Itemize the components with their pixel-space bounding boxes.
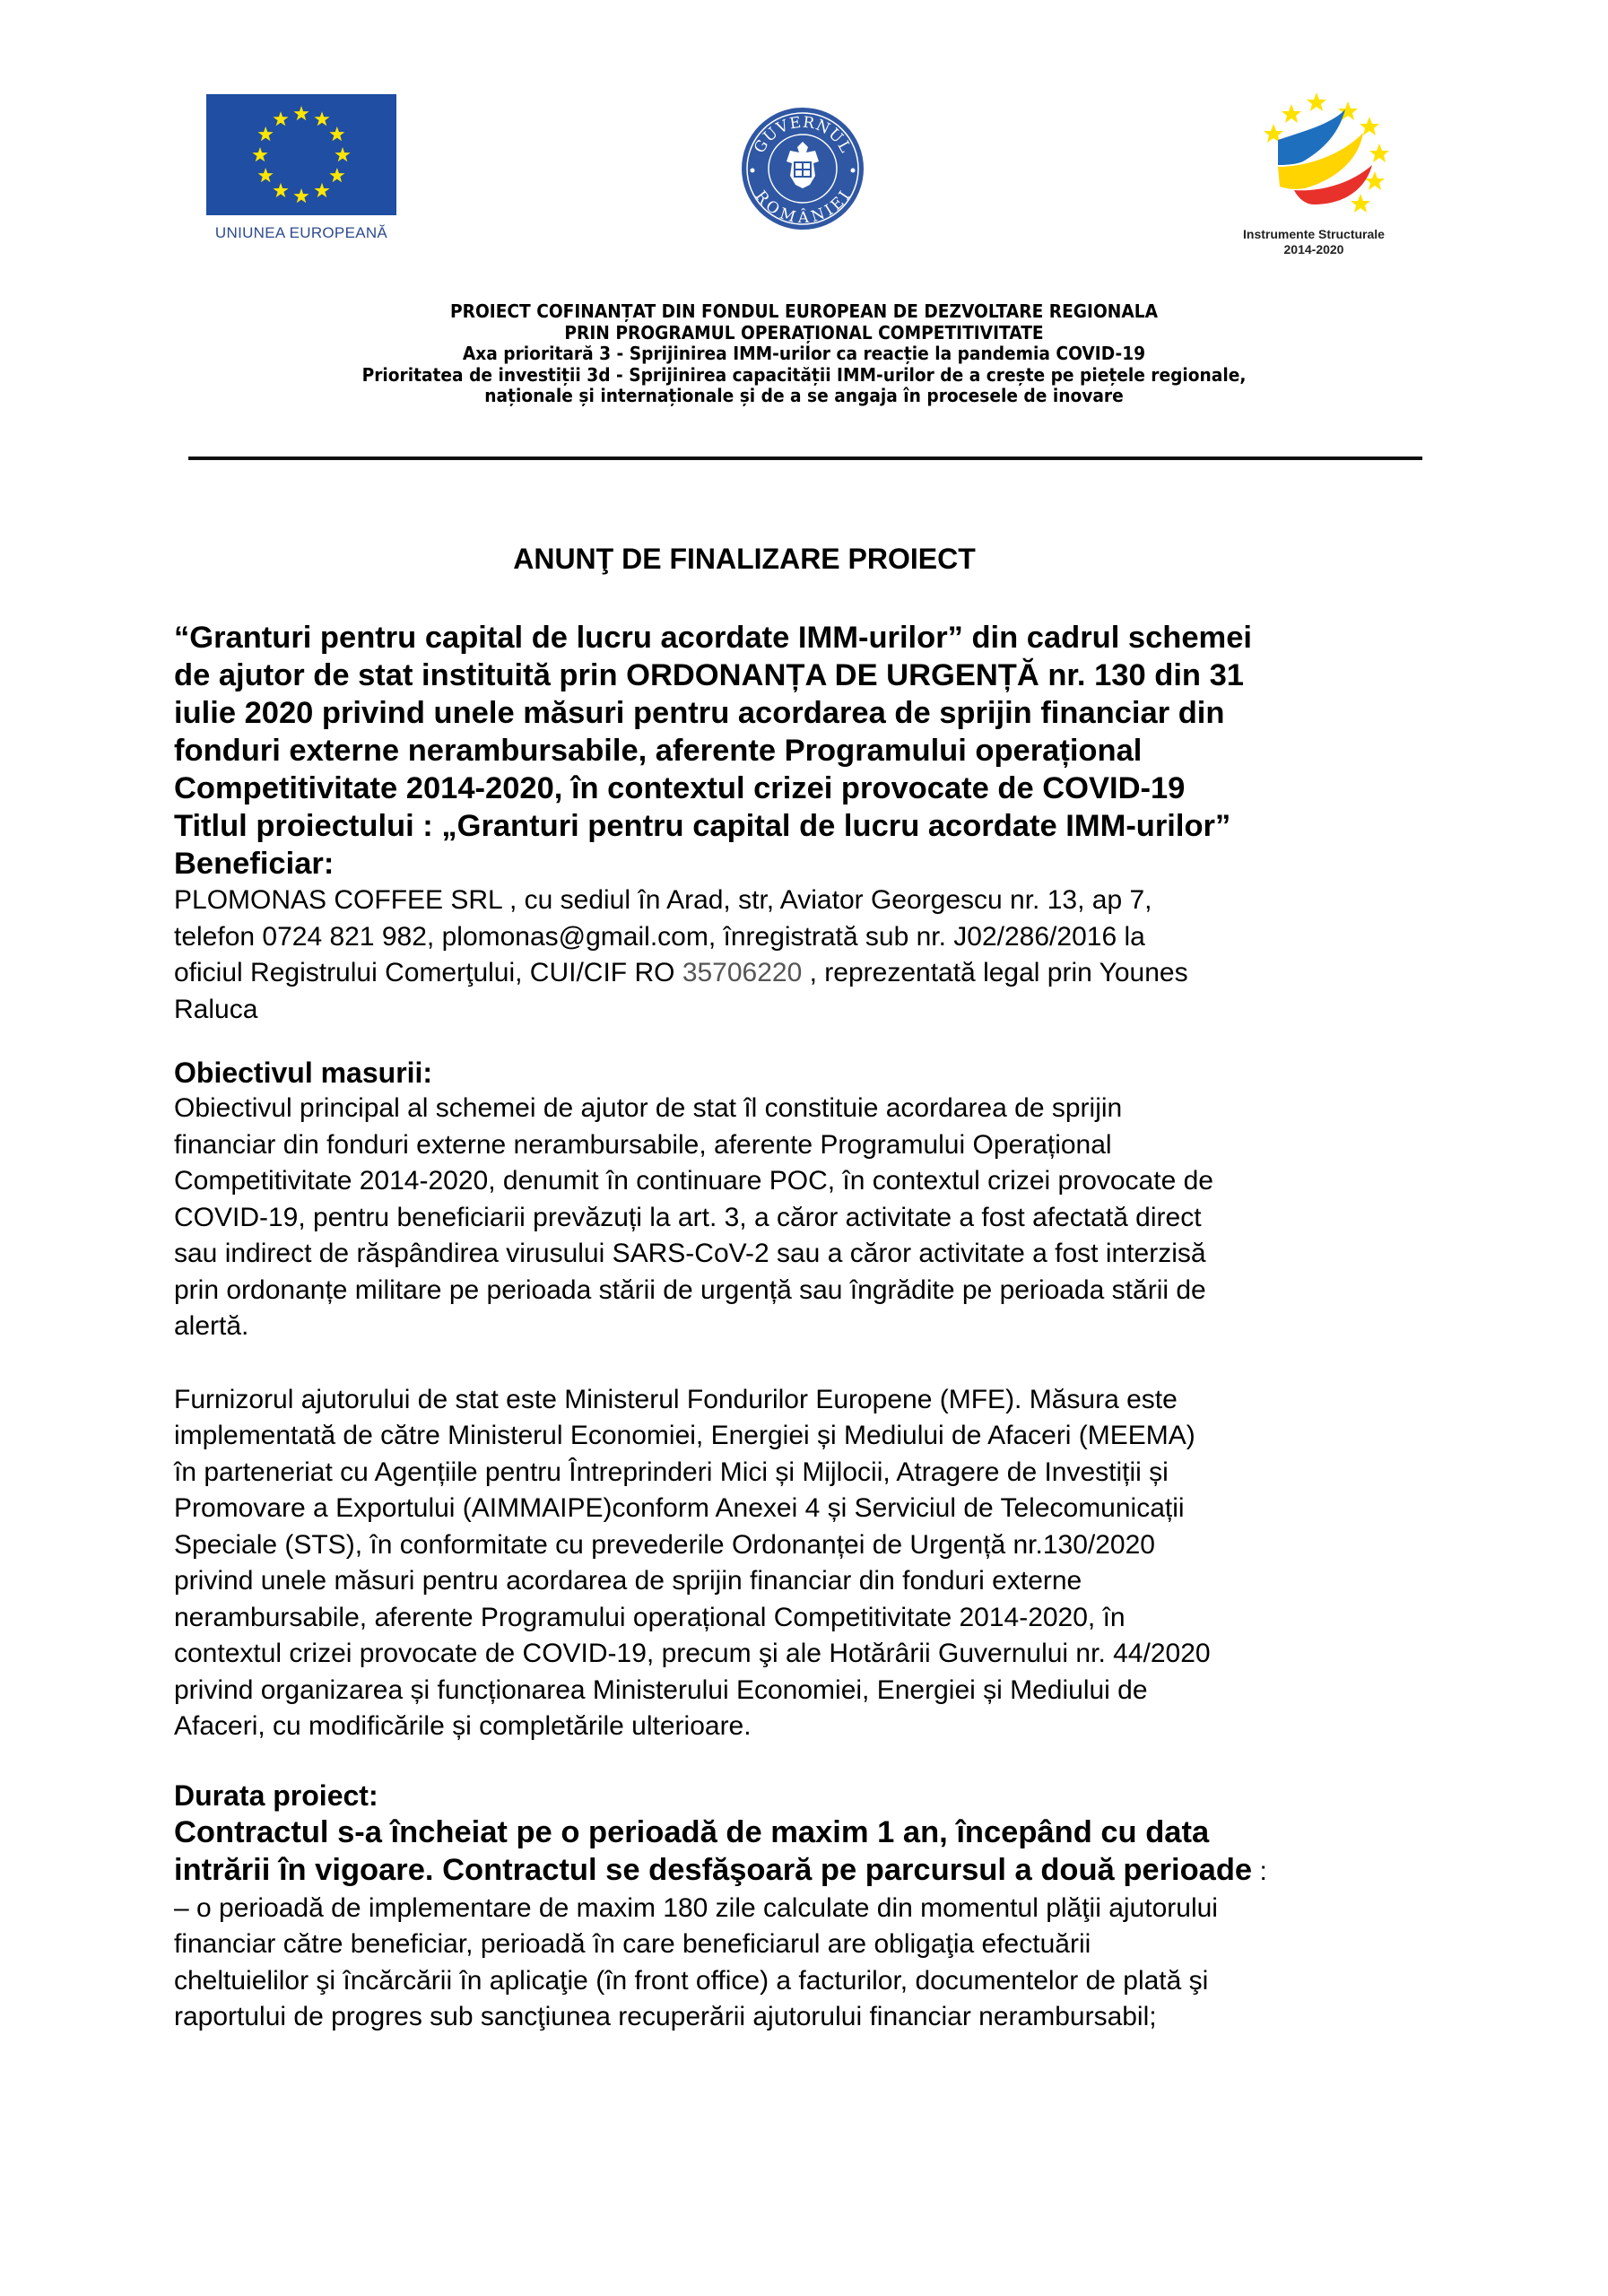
romanian-government-seal-icon — [740, 106, 865, 231]
objective-line: alertă. — [174, 1311, 249, 1341]
structural-instruments-logo — [1224, 79, 1404, 257]
objective-line: Competitivitate 2014-2020, denumit în continuare POC, în contextul crizei provocate de — [174, 1166, 1213, 1196]
duration-bold-line — [174, 1851, 1447, 1891]
objective-line: prin ordonanțe militare pe perioada stării de urgență sau îngrădite pe perioada stării de — [174, 1274, 1206, 1305]
provider-line: Promovare a Exportului (AIMMAIPE)conform Anexei 4 și Serviciul de Telecomunicații — [174, 1493, 1185, 1523]
intro-line: Competitivitate 2014-2020, în contextul crizei provocate de COVID-19 — [174, 771, 1186, 805]
duration-heading: Durata proiect: — [174, 1779, 378, 1812]
header-line: Axa prioritară 3 - Sprijinirea IMM-urilor ca reacție la pandemia COVID-19 — [462, 343, 1146, 364]
duration-bold-line: Contractul s-a încheiat pe o perioadă de maxim 1 an, începând cu data — [174, 1814, 1210, 1849]
project-header — [223, 301, 1385, 407]
header-line: naționale și internaționale și de a se angaja în procesele de inovare — [484, 385, 1124, 406]
provider-line: contextul crizei provocate de COVID-19, precum şi ale Hotărârii Guvernului nr. 44/2020 — [174, 1639, 1211, 1668]
header-divider — [188, 457, 1422, 460]
page-title: ANUNŢ DE FINALIZARE PROIECT — [513, 543, 976, 575]
intro-line: “Granturi pentru capital de lucru acordate IMM-urilor” din cadrul schemei — [174, 621, 1252, 655]
cui-value: 35706220 — [682, 958, 803, 987]
provider-line: nerambursabile, aferente Programului operațional Competitivitate 2014-2020, în — [174, 1602, 1126, 1632]
paragraph-gap — [174, 1345, 1447, 1382]
svg-text:ROMÂNIEI: ROMÂNIEI — [751, 187, 855, 228]
project-title-line: Titlul proiectului : „Granturi pentru capital de lucru acordate IMM-urilor” — [174, 809, 1231, 843]
objective-heading: Obiectivul masurii: — [174, 1057, 433, 1089]
provider-line: Afaceri, cu modificările și completările ulterioare. — [174, 1711, 752, 1741]
provider-line: privind organizarea și funcționarea Ministerului Economiei, Energiei și Mediului de — [174, 1674, 1148, 1705]
beneficiary-line — [174, 955, 1447, 992]
is-caption-line2: 2014-2020 — [1283, 242, 1344, 257]
duration-bold-text: intrării în vigoare. Contractul se desfăşoară pe parcursul a două perioade — [174, 1852, 1253, 1887]
registry-text: oficiul Registrului Comerţului, CUI/CIF RO — [174, 958, 682, 987]
is-caption-line1: Instrumente Structurale — [1243, 227, 1385, 241]
objective-line: financiar din fonduri externe nerambursabile, aferente Programului Operațional — [174, 1129, 1112, 1160]
provider-line: Speciale (STS), în conformitate cu prevederile Ordonanței de Urgență nr.130/2020 — [174, 1529, 1155, 1560]
intro-line: iulie 2020 privind unele măsuri pentru acordarea de sprijin financiar din — [174, 696, 1225, 730]
duration-line: – o perioadă de implementare de maxim 180 zile calculate din momentul plăţii ajutorului — [174, 1892, 1218, 1923]
intro-line: de ajutor de stat instituită prin ORDONANȚA DE URGENȚĂ nr. 130 din 31 — [174, 658, 1244, 692]
structural-instruments-logo-icon — [1224, 79, 1404, 222]
header-line: PROIECT COFINANȚAT DIN FONDUL EUROPEAN DE DEZVOLTARE REGIONALA — [450, 300, 1158, 322]
provider-line: privind unele măsuri pentru acordarea de sprijin financiar din fonduri externe — [174, 1566, 1082, 1596]
representative-text: , reprezentată legal prin Younes — [802, 958, 1188, 987]
objective-line: Obiectivul principal al schemei de ajutor de stat îl constituie acordarea de sprijin — [174, 1093, 1123, 1123]
duration-line: financiar către beneficiar, perioadă în care beneficiarul are obligaţia efectuării — [174, 1929, 1091, 1959]
header-line: PRIN PROGRAMUL OPERAȚIONAL COMPETITIVITATE — [564, 321, 1044, 344]
eu-flag-icon — [206, 94, 396, 215]
provider-line: Furnizorul ajutorului de stat este Ministerul Fondurilor Europene (MFE). Măsura este — [174, 1384, 1178, 1414]
svg-text:GUVERNUL: GUVERNUL — [751, 113, 855, 157]
intro-line: fonduri externe nerambursabile, aferente Programului operațional — [174, 734, 1143, 768]
provider-line: implementată de către Ministerul Economiei, Energiei și Mediului de Afaceri (MEEMA) — [174, 1421, 1195, 1450]
beneficiary-line: PLOMONAS COFFEE SRL , cu sediul în Arad, str, Aviator Georgescu nr. 13, ap 7, — [174, 885, 1152, 915]
beneficiary-line: Raluca — [174, 994, 258, 1024]
provider-line: în parteneriat cu Agențiile pentru Întreprinderi Mici și Mijlocii, Atragere de Investiții și — [174, 1457, 1169, 1487]
document-body — [174, 619, 1447, 2036]
structural-instruments-caption — [1224, 227, 1404, 257]
objective-line: sau indirect de răspândirea virusului SARS-CoV-2 sau a căror activitate a fost interzisă — [174, 1239, 1206, 1268]
duration-line: raportului de progres sub sancţiunea recuperării ajutorului financiar nerambursabil; — [174, 2002, 1157, 2031]
duration-colon: : — [1252, 1856, 1267, 1886]
beneficiary-line: telefon 0724 821 982, plomonas@gmail.com, înregistrată sub nr. J02/286/2016 la — [174, 921, 1145, 952]
eu-logo — [206, 94, 399, 242]
header-line: Prioritatea de investiții 3d - Sprijinirea capacității IMM-urilor de a crește pe piețele regionale, — [361, 363, 1247, 386]
beneficiary-heading: Beneficiar: — [174, 847, 335, 881]
duration-line: cheltuielilor şi încărcării în aplicaţie (în front office) a facturilor, documentelor de plată şi — [174, 1965, 1209, 1996]
objective-line: COVID-19, pentru beneficiarii prevăzuți la art. 3, a căror activitate a fost afectată direct — [174, 1202, 1202, 1232]
eu-caption: UNIUNEA EUROPEANĂ — [214, 224, 388, 241]
